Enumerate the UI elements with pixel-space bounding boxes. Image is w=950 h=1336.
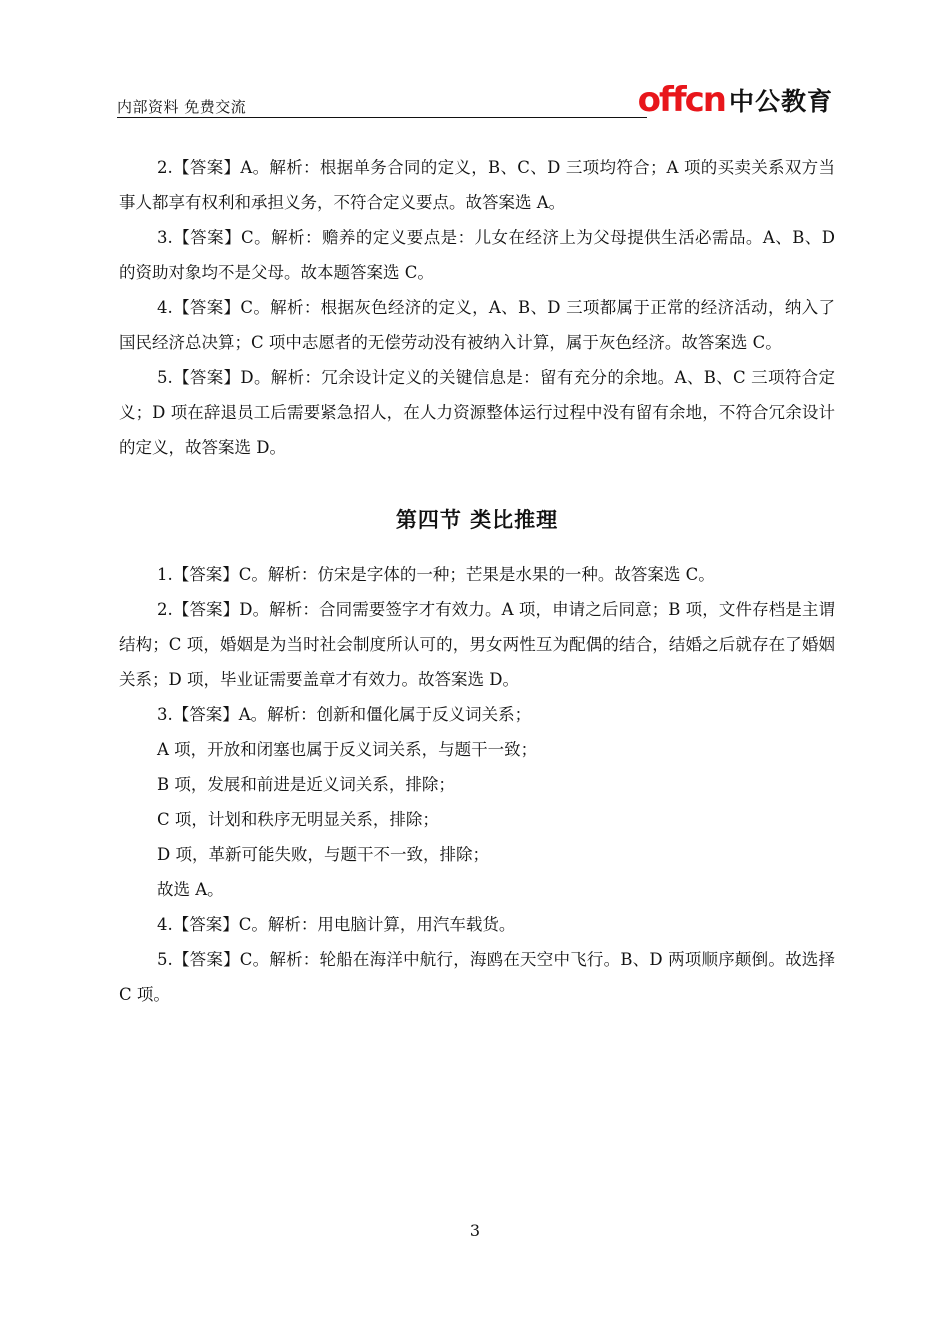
page-number: 3 [469,1221,481,1240]
option-line: D 项，革新可能失败，与题干不一致，排除； [157,845,489,864]
answer-paragraph: 3.【答案】A。解析：创新和僵化属于反义词关系； [157,705,532,724]
answer-paragraph: 3.【答案】C。解析：赡养的定义要点是：儿女在经济上为父母提供生活必需品。A、B、D 的资助对象均不是父母。故本题答案选 C。 [119,228,835,282]
answer-paragraph: 4.【答案】C。解析：用电脑计算，用汽车载货。 [157,915,516,934]
header-rule [117,117,647,118]
page-header [117,78,833,118]
answer-paragraph: 4.【答案】C。解析：根据灰色经济的定义，A、B、D 三项都属于正常的经济活动，纳入了国民经济总决算；C 项中志愿者的无偿劳动没有被纳入计算，属于灰色经济。故答案选 C。 [119,298,835,352]
answer-paragraph: 5.【答案】C。解析：轮船在海洋中航行，海鸥在天空中飞行。B、D 两项顺序颠倒。故选择 C 项。 [119,950,835,1004]
option-line: 故选 A。 [157,880,224,899]
section-title: 第四节 类比推理 [395,508,559,532]
answer-paragraph: 2.【答案】D。解析：合同需要签字才有效力。A 项，申请之后同意；B 项，文件存档是主谓结构；C 项，婚姻是为当时社会制度所认可的，男女两性互为配偶的结合，结婚之后就存在了婚姻关系；D 项，毕业证需要盖章才有效力。故答案选 D。 [119,600,835,689]
offcn-logo [638,80,833,118]
option-line: C 项，计划和秩序无明显关系，排除； [157,810,439,829]
logo-latin-text: offcn [637,80,725,120]
page-body [119,150,835,1012]
answer-paragraph: 1.【答案】C。解析：仿宋是字体的一种；芒果是水果的一种。故答案选 C。 [157,565,715,584]
option-line: A 项，开放和闭塞也属于反义词关系，与题干一致； [157,740,538,759]
option-line: B 项，发展和前进是近义词关系，排除； [157,775,455,794]
header-label: 内部资料 免费交流 [117,98,247,116]
answer-paragraph: 2.【答案】A。解析：根据单务合同的定义，B、C、D 三项均符合；A 项的买卖关系双方当事人都享有权利和承担义务，不符合定义要点。故答案选 A。 [119,158,835,212]
answer-paragraph: 5.【答案】D。解析：冗余设计定义的关键信息是：留有充分的余地。A、B、C 三项符合定义；D 项在辞退员工后需要紧急招人，在人力资源整体运行过程中没有留有余地，不符合冗余设计的定义，故答案选 D。 [119,368,835,457]
logo-chinese-text: 中公教育 [728,87,833,116]
